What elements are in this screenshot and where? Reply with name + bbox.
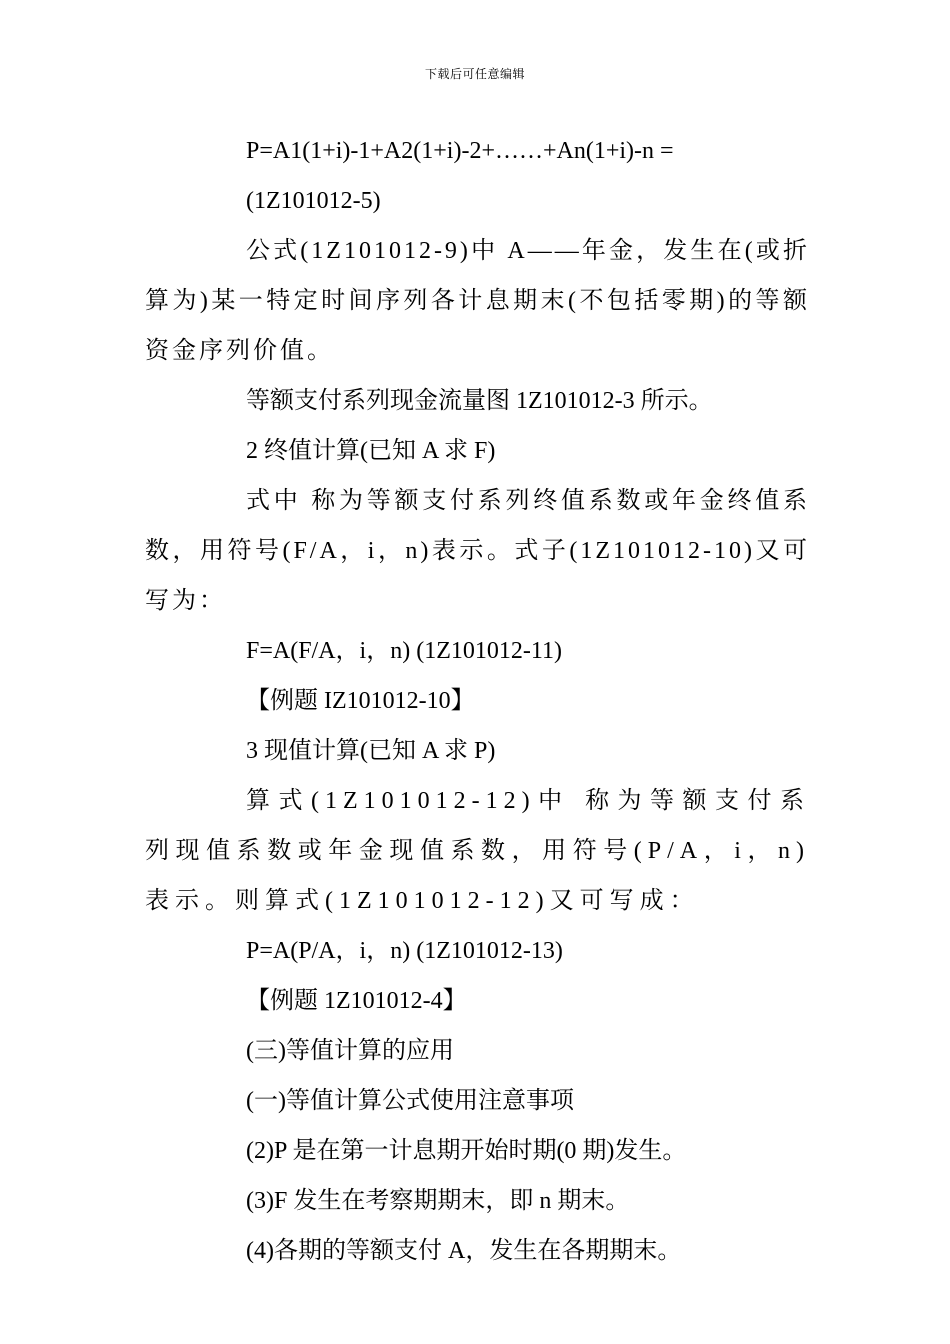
paragraph-cashflow-figure: 等额支付系列现金流量图 1Z101012-3 所示。 bbox=[246, 388, 713, 414]
paragraph-annuity-definition: 公式(1Z101012-9)中 A——年金，发生在(或折算为)某一特定时间序列各计息期末(不包括零期)的等额资金序列价值。 bbox=[145, 238, 810, 364]
note-item-4: (4)各期的等额支付 A，发生在各期期末。 bbox=[246, 1238, 682, 1264]
formula-present-value-series: P=A1(1+i)-1+A2(1+i)-2+……+An(1+i)-n = bbox=[246, 138, 674, 164]
heading-usage-notes: (一)等值计算公式使用注意事项 bbox=[246, 1088, 574, 1114]
note-item-2: (2)P 是在第一计息期开始时期(0 期)发生。 bbox=[246, 1138, 687, 1164]
note-item-3: (3)F 发生在考察期期末，即 n 期末。 bbox=[246, 1188, 630, 1214]
paragraph-present-value-factor: 算式(1Z101012-12)中 称为等额支付系列现值系数或年金现值系数，用符号(P/A，i，n)表示。则算式(1Z101012-12)又可写成： bbox=[145, 788, 810, 914]
example-label-4: 【例题 1Z101012-4】 bbox=[246, 988, 467, 1014]
formula-future-value: F=A(F/A，i，n) (1Z101012-11) bbox=[246, 638, 562, 664]
page-header: 下载后可任意编辑 bbox=[424, 67, 525, 81]
heading-equivalence-application: (三)等值计算的应用 bbox=[246, 1038, 454, 1064]
example-label-10: 【例题 IZ101012-10】 bbox=[246, 688, 475, 714]
formula-present-value: P=A(P/A，i，n) (1Z101012-13) bbox=[246, 938, 563, 964]
heading-present-value: 3 现值计算(已知 A 求 P) bbox=[246, 738, 496, 764]
paragraph-future-value-factor: 式中 称为等额支付系列终值系数或年金终值系数，用符号(F/A，i，n)表示。式子(1Z101012-10)又可写为： bbox=[145, 488, 810, 614]
document-body bbox=[145, 126, 810, 1276]
formula-number-label: (1Z101012-5) bbox=[246, 188, 381, 214]
heading-future-value: 2 终值计算(已知 A 求 F) bbox=[246, 438, 496, 464]
